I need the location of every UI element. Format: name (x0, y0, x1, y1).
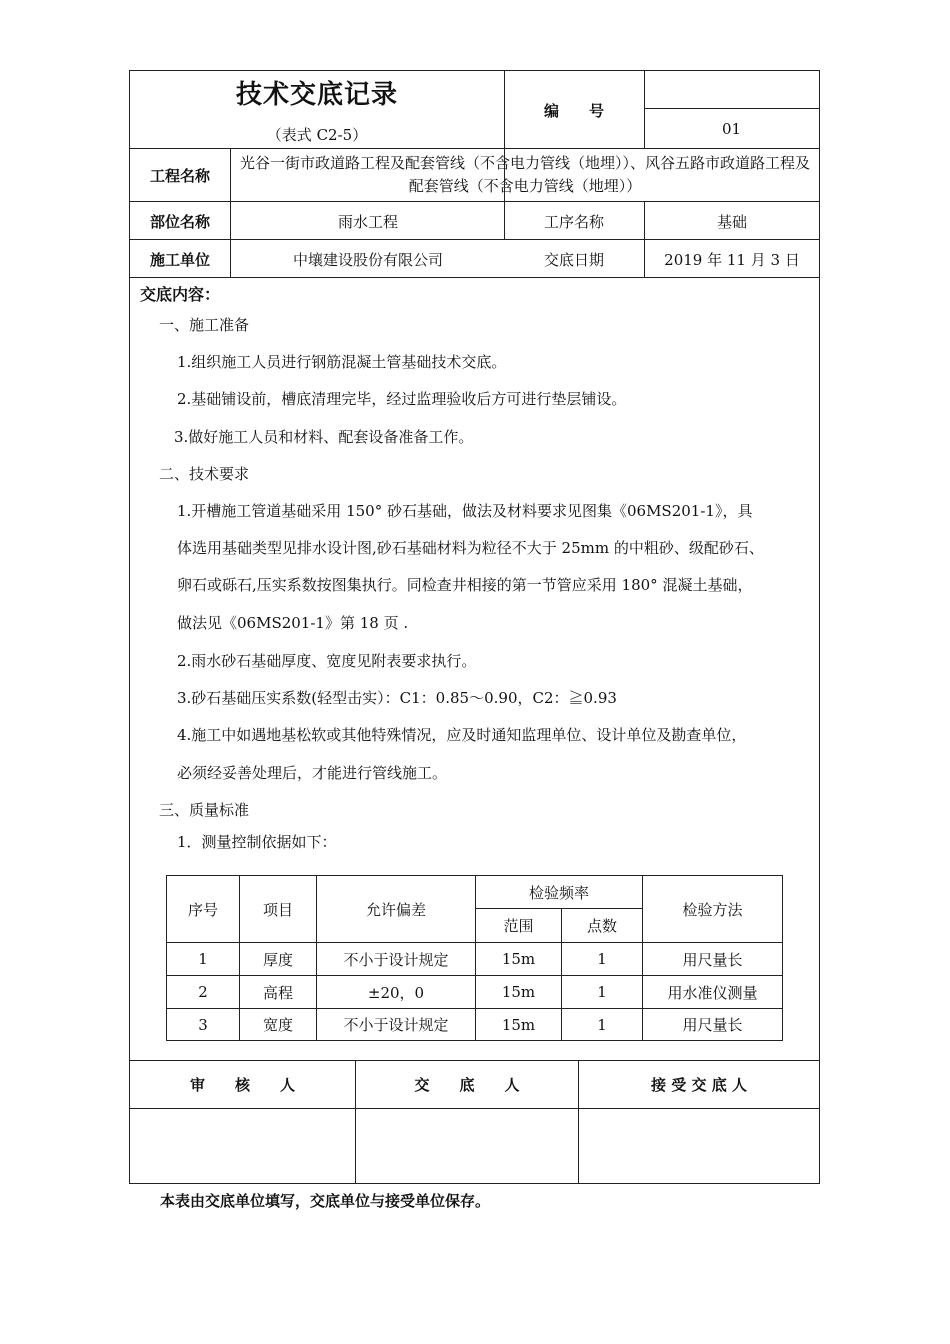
process-value: 基础 (716, 212, 747, 231)
date-value: 2019 年 11 月 3 日 (664, 250, 800, 269)
header-tolerance: 允许偏差 (365, 900, 426, 919)
content-line: 做法见《06MS201-1》第 18 页 . (177, 614, 409, 632)
cell-tolerance: ±20，0 (367, 983, 425, 1002)
content-line: 3.砂石基础压实系数(轻型击实）：C1：0.85～0.90，C2：≧0.93 (177, 689, 617, 707)
process-label: 工序名称 (543, 212, 604, 231)
quality-table (166, 875, 783, 1041)
cell-range: 15m (501, 1015, 536, 1034)
cell-method: 用尺量长 (682, 1016, 743, 1034)
page-title: 技术交底记录 (235, 79, 398, 110)
cell-points: 1 (597, 1015, 607, 1034)
cell-item: 高程 (262, 983, 293, 1002)
receiver-label: 接 受 交 底 人 (651, 1076, 747, 1094)
cell-range: 15m (501, 950, 536, 968)
content-line: 必须经妥善处理后，才能进行管线施工。 (177, 764, 448, 782)
content-line: 1.组织施工人员进行钢筋混凝土管基础技术交底。 (177, 353, 507, 371)
cell-item: 宽度 (262, 1016, 293, 1034)
reviewer-label: 审 核 人 (189, 1076, 295, 1094)
unit-label: 施工单位 (149, 250, 210, 269)
content-line: 1.开槽施工管道基础采用 150° 砂石基础，做法及材料要求见图集《06MS201-1》，具 (177, 502, 753, 520)
cell-item: 厚度 (262, 950, 293, 969)
content-line: 3.做好施工人员和材料、配套设备准备工作。 (174, 428, 474, 446)
cell-seq: 1 (198, 950, 208, 968)
cell-method: 用尺量长 (682, 950, 743, 969)
cell-points: 1 (597, 983, 607, 1001)
presenter-signature-field[interactable] (356, 1109, 578, 1183)
cell-seq: 3 (198, 1015, 208, 1034)
header-item: 项目 (262, 900, 293, 919)
header-range: 范围 (503, 917, 534, 935)
header-method: 检验方法 (682, 900, 743, 919)
content-line: 体选用基础类型见排水设计图,砂石基础材料为粒径不大于 25mm 的中粗砂、级配砂石、 (177, 539, 764, 557)
reviewer-signature-field[interactable] (130, 1109, 355, 1183)
section-heading: 三、质量标准 (159, 801, 250, 819)
cell-range: 15m (501, 983, 536, 1001)
content-line: 卵石或砾石,压实系数按图集执行。同检查井相接的第一节管应采用 180° 混凝土基础， (177, 576, 753, 594)
project-label: 工程名称 (149, 166, 210, 185)
header-seq: 序号 (187, 900, 218, 919)
form-code: （表式 C2-5） (266, 125, 368, 144)
part-label: 部位名称 (149, 212, 210, 231)
unit-value: 中壤建设股份有限公司 (292, 250, 443, 269)
part-value: 雨水工程 (337, 212, 398, 231)
project-value: 光谷一街市政道路工程及配套管线（不含电力管线（地埋））、风谷五路市政道路工程及配套管线（不含电力管线（地埋）） (239, 154, 810, 195)
header-frequency: 检验频率 (528, 883, 589, 902)
cell-seq: 2 (198, 983, 208, 1001)
content-line: 4.施工中如遇地基松软或其他特殊情况，应及时通知监理单位、设计单位及勘查单位， (177, 726, 747, 744)
content-line: 2.基础铺设前，槽底清理完毕，经过监理验收后方可进行垫层铺设。 (177, 390, 627, 408)
cell-points: 1 (597, 950, 607, 968)
number-label: 编 号 (543, 101, 604, 120)
footer-note: 本表由交底单位填写，交底单位与接受单位保存。 (160, 1192, 491, 1210)
content-line: 1．测量控制依据如下： (177, 833, 337, 851)
cell-tolerance: 不小于设计规定 (343, 950, 449, 969)
content-line: 2.雨水砂石基础厚度、宽度见附表要求执行。 (177, 652, 477, 670)
receiver-signature-field[interactable] (579, 1109, 819, 1183)
date-label: 交底日期 (543, 250, 604, 269)
section-heading: 二、技术要求 (159, 465, 250, 483)
presenter-label: 交 底 人 (414, 1076, 520, 1094)
cell-method: 用水准仪测量 (667, 983, 758, 1002)
cell-tolerance: 不小于设计规定 (343, 1016, 449, 1034)
content-heading: 交底内容： (140, 285, 221, 304)
section-heading: 一、施工准备 (159, 316, 250, 334)
header-points: 点数 (586, 917, 617, 935)
number-value: 01 (721, 120, 742, 138)
